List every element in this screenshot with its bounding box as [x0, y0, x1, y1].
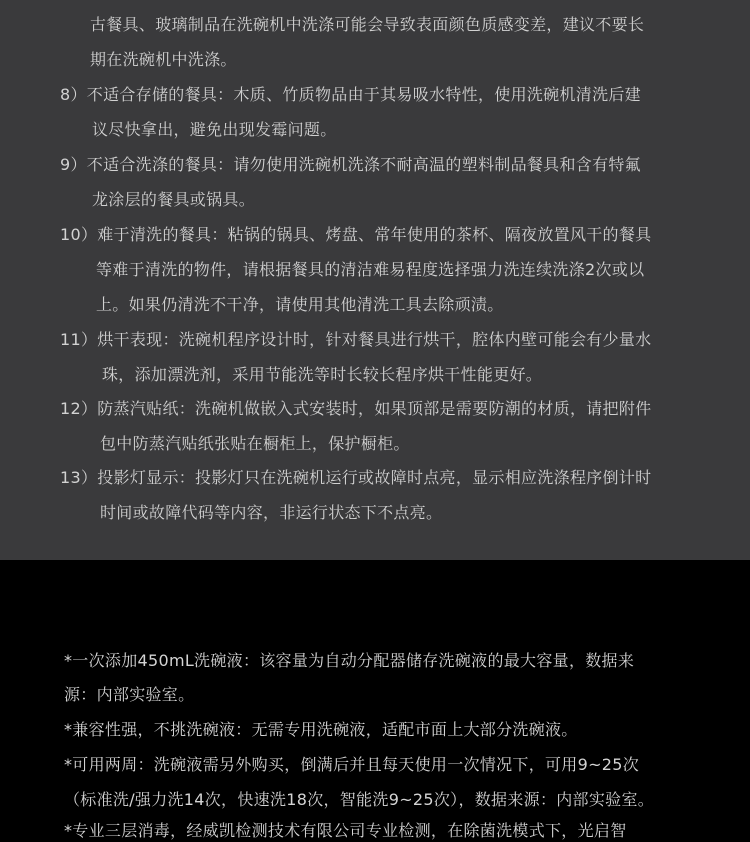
note-12-line-1: 12）防蒸汽贴纸：洗碗机做嵌入式安装时，如果顶部是需要防潮的材质，请把附件 [60, 399, 652, 418]
footnote-capacity-line-1: *一次添加450mL洗碗液：该容量为自动分配器储存洗碗液的最大容量，数据来 [64, 651, 635, 670]
note-11-line-2: 珠，添加漂洗剂，采用节能洗等时长较长程序烘干性能更好。 [102, 365, 543, 384]
note-10-line-3: 上。如果仍清洗不干净，请使用其他清洗工具去除顽渍。 [96, 295, 504, 314]
note-13-line-1: 13）投影灯显示：投影灯只在洗碗机运行或故障时点亮，显示相应洗涤程序倒计时 [60, 468, 652, 487]
footnote-two-weeks-line-2: （标准洗/强力洗14次，快速洗18次，智能洗9~25次），数据来源：内部实验室。 [64, 790, 655, 809]
note-7-line-2: 期在洗碗机中洗涤。 [90, 50, 237, 69]
footnote-capacity-line-2: 源：内部实验室。 [64, 685, 195, 704]
note-8-line-2: 议尽快拿出，避免出现发霉问题。 [92, 120, 337, 139]
note-7-line-1: 古餐具、玻璃制品在洗碗机中洗涤可能会导致表面颜色质感变差，建议不要长 [90, 15, 645, 34]
note-9-line-1: 9）不适合洗涤的餐具：请勿使用洗碗机洗涤不耐高温的塑料制品餐具和含有特氟 [60, 155, 641, 174]
note-12-line-2: 包中防蒸汽贴纸张贴在橱柜上，保护橱柜。 [100, 434, 410, 453]
note-13-line-2: 时间或故障代码等内容，非运行状态下不点亮。 [100, 503, 443, 522]
note-10-line-2: 等难于清洗的物件，请根据餐具的清洁难易程度选择强力洗连续洗涤2次或以 [96, 260, 645, 279]
footnote-two-weeks-line-1: *可用两周：洗碗液需另外购买，倒满后并且每天使用一次情况下，可用9~25次 [64, 755, 640, 774]
footnotes-section [0, 560, 750, 840]
note-11-line-1: 11）烘干表现：洗碗机程序设计时，针对餐具进行烘干，腔体内壁可能会有少量水 [60, 330, 652, 349]
note-9-line-2: 龙涂层的餐具或锅具。 [92, 190, 256, 209]
footnote-disinfection-line-1: *专业三层消毒，经威凯检测技术有限公司专业检测，在除菌洗模式下，光启智 [64, 821, 627, 840]
note-10-line-1: 10）难于清洗的餐具：粘锅的锅具、烤盘、常年使用的茶杯、隔夜放置风干的餐具 [60, 225, 652, 244]
note-8-line-1: 8）不适合存储的餐具：木质、竹质物品由于其易吸水特性，使用洗碗机清洗后建 [60, 85, 641, 104]
footnote-compatibility: *兼容性强，不挑洗碗液：无需专用洗碗液，适配市面上大部分洗碗液。 [64, 720, 578, 739]
